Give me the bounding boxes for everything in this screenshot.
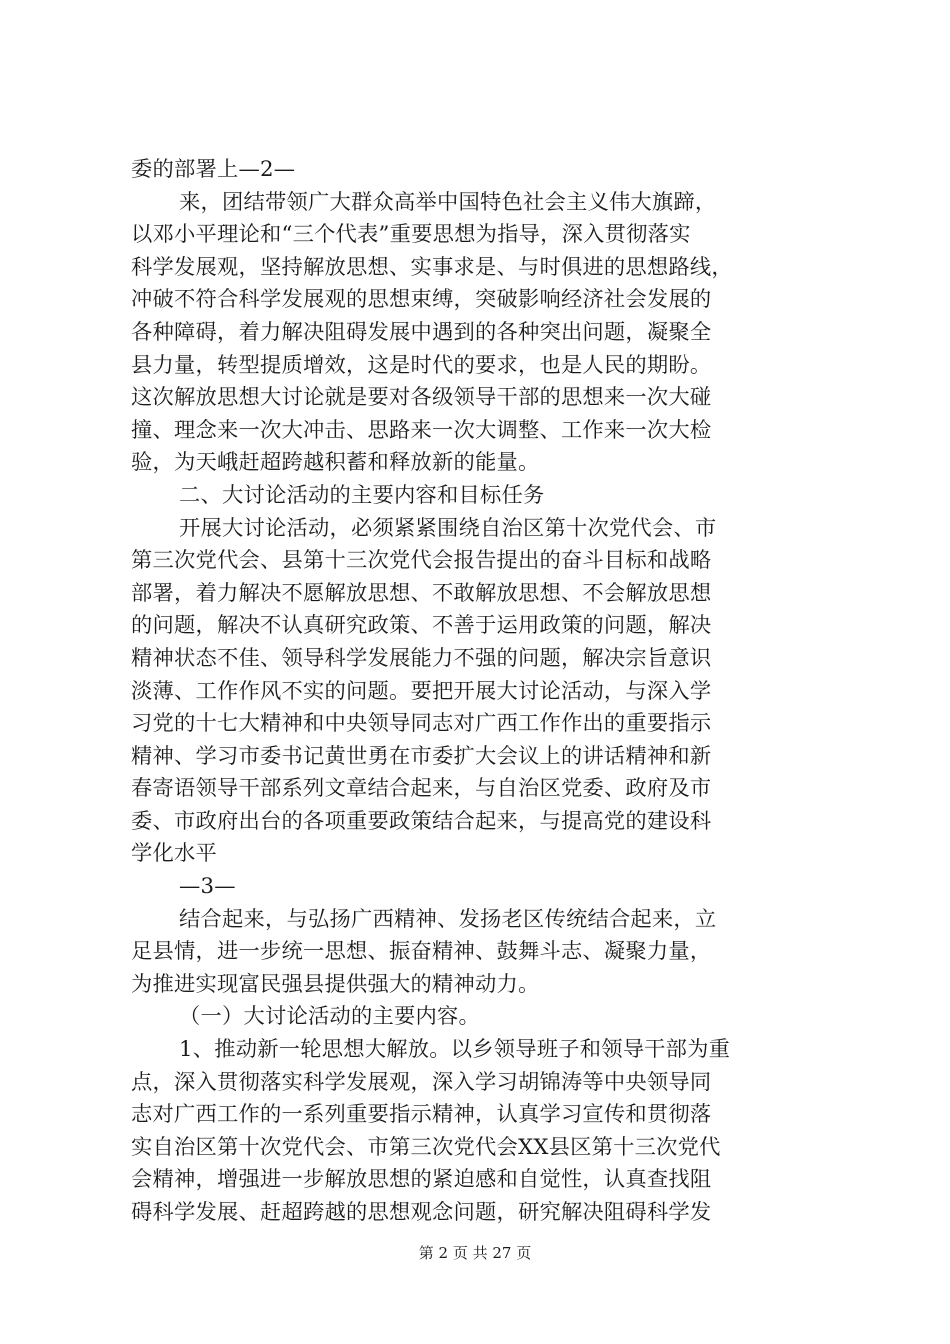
text-line: 1、推动新一轮思想大解放。以乡领导班子和领导干部为重	[179, 1037, 731, 1063]
text-line: 的问题，解决不认真研究政策、不善于运用政策的问题，解决	[131, 613, 712, 639]
text-line: 开展大讨论活动，必须紧紧围绕自治区第十次党代会、市	[179, 515, 717, 541]
text-line: 精神状态不佳、领导科学发展能力不强的问题，解决宗旨意识	[131, 645, 712, 671]
text-line: 习党的十七大精神和中央领导同志对广西工作作出的重要指示	[131, 711, 712, 737]
text-line: 科学发展观，坚持解放思想、实事求是、与时俱进的思想路线，	[131, 254, 733, 280]
text-line: 第三次党代会、县第十三次党代会报告提出的奋斗目标和战略	[131, 548, 712, 574]
text-line: 淡薄、工作作风不实的问题。要把开展大讨论活动，与深入学	[131, 678, 712, 704]
page-footer: 第 2 页 共 27 页	[418, 1244, 532, 1262]
text-line: 志对广西工作的一系列重要指示精神，认真学习宣传和贯彻落	[131, 1102, 712, 1128]
text-line: 部署，着力解决不愿解放思想、不敢解放思想、不会解放思想	[131, 580, 712, 606]
text-line: 撞、理念来一次大冲击、思路来一次大调整、工作来一次大检	[131, 417, 712, 443]
text-line: 这次解放思想大讨论就是要对各级领导干部的思想来一次大碰	[131, 385, 712, 411]
text-line: 会精神，增强进一步解放思想的紧迫感和自觉性，认真查找阻	[131, 1167, 712, 1193]
text-line: 委、市政府出台的各项重要政策结合起来，与提高党的建设科	[131, 808, 712, 834]
text-line: 实自治区第十次党代会、市第三次党代会XX县区第十三次党代	[131, 1134, 721, 1160]
text-line: 点，深入贯彻落实科学发展观，深入学习胡锦涛等中央领导同	[131, 1069, 712, 1095]
text-line: 春寄语领导干部系列文章结合起来，与自治区党委、政府及市	[131, 776, 712, 802]
text-line: 二、大讨论活动的主要内容和目标任务	[179, 482, 545, 508]
text-line: 以邓小平理论和“三个代表”重要思想为指导，深入贯彻落实	[131, 222, 691, 248]
text-line: 县力量，转型提质增效，这是时代的要求，也是人民的期盼。	[131, 352, 712, 378]
text-line: 冲破不符合科学发展观的思想束缚，突破影响经济社会发展的	[131, 287, 712, 313]
text-line: 学化水平	[131, 841, 217, 867]
text-line: 为推进实现富民强县提供强大的精神动力。	[131, 971, 540, 997]
text-line: 精神、学习市委书记黄世勇在市委扩大会议上的讲话精神和新	[131, 743, 712, 769]
text-line: 验，为天峨赶超跨越积蓄和释放新的能量。	[131, 450, 540, 476]
text-line: 各种障碍，着力解决阻碍发展中遇到的各种突出问题，凝聚全	[131, 319, 712, 345]
text-line: —3—	[179, 874, 236, 900]
text-line: （一）大讨论活动的主要内容。	[179, 1004, 480, 1030]
text-line: 委的部署上—2—	[131, 157, 296, 182]
text-line: 碍科学发展、赶超跨越的思想观念问题，研究解决阻碍科学发	[131, 1200, 712, 1225]
text-line: 结合起来，与弘扬广西精神、发扬老区传统结合起来，立	[179, 906, 717, 932]
text-line: 来，团结带领广大群众高举中国特色社会主义伟大旗蹄，	[179, 189, 717, 215]
text-line: 足县情，进一步统一思想、振奋精神、鼓舞斗志、凝聚力量，	[131, 939, 712, 965]
document-body	[131, 154, 831, 1230]
